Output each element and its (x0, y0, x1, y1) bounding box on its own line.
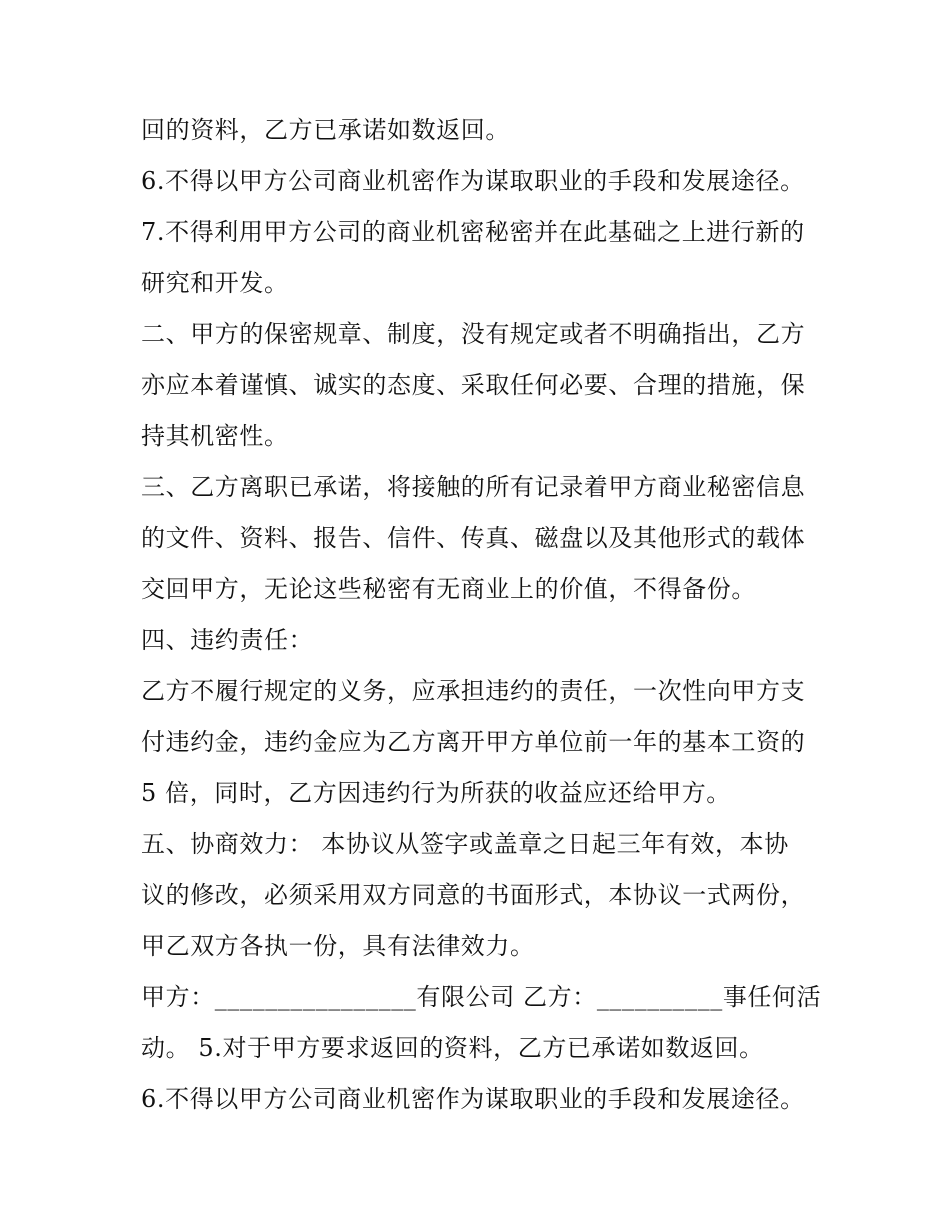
text-line: 议的修改，必须采用双方同意的书面形式，本协议一式两份， (141, 881, 806, 909)
text-line: 甲方：________________有限公司 乙方：__________事任何活 (141, 983, 822, 1011)
text-line: 四、违约责任： (141, 626, 314, 654)
text-line: 三、乙方离职已承诺，将接触的所有记录着甲方商业秘密信息 (141, 473, 806, 501)
text-line: 二、甲方的保密规章、制度，没有规定或者不明确指出，乙方 (141, 320, 806, 348)
text-line: 回的资料，乙方已承诺如数返回。 (141, 116, 510, 144)
text-line: 持其机密性。 (141, 422, 289, 450)
text-line: 动。 5.对于甲方要求返回的资料，乙方已承诺如数返回。 (141, 1034, 764, 1062)
text-line: 研究和开发。 (141, 269, 289, 297)
text-line: 甲乙双方各执一份，具有法律效力。 (141, 932, 535, 960)
text-line: 亦应本着谨慎、诚实的态度、采取任何必要、合理的措施，保 (141, 371, 806, 399)
text-line: 5 倍，同时，乙方因违约行为所获的收益应还给甲方。 (141, 779, 731, 807)
text-line: 7.不得利用甲方公司的商业机密秘密并在此基础之上进行新的 (141, 218, 805, 246)
text-line: 乙方不履行规定的义务，应承担违约的责任，一次性向甲方支 (141, 677, 806, 705)
text-line: 付违约金，违约金应为乙方离开甲方单位前一年的基本工资的 (141, 728, 806, 756)
text-line: 五、协商效力： 本协议从签字或盖章之日起三年有效，本协 (141, 830, 789, 858)
text-line: 6.不得以甲方公司商业机密作为谋取职业的手段和发展途径。 (141, 167, 805, 195)
text-line: 6.不得以甲方公司商业机密作为谋取职业的手段和发展途径。 (141, 1085, 805, 1113)
text-line: 的文件、资料、报告、信件、传真、磁盘以及其他形式的载体 (141, 524, 806, 552)
text-line: 交回甲方，无论这些秘密有无商业上的价值，不得备份。 (141, 575, 756, 603)
